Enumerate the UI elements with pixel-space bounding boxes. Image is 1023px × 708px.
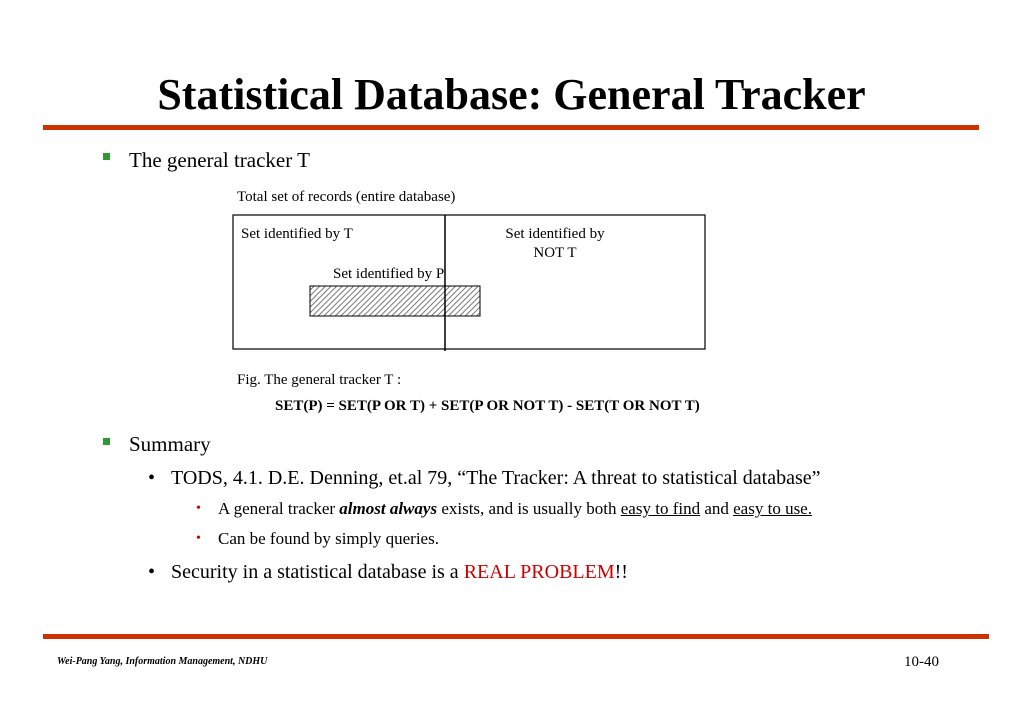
subsub1-text-a: A general tracker [218,499,340,518]
page-number: 10-40 [904,654,939,670]
diagram-total-label: Total set of records (entire database) [237,189,456,205]
label-set-p: Set identified by P [333,266,445,282]
sub-bullet-tods: TODS, 4.1. D.E. Denning, et.al 79, “The Tracker: A threat to statistical database” [171,467,821,489]
tracker-formula: SET(P) = SET(P OR T) + SET(P OR NOT T) - SET(T OR NOT T) [275,398,700,414]
footer-author: Wei-Pang Yang, Information Management, NDHU [57,656,268,667]
subsub-bullet-general-tracker [218,498,812,520]
sub2-text-b: !! [614,561,628,583]
subsub1-easy-to-find: easy to find [620,499,701,518]
subsub1-text-b: exists, and is usually both [437,499,621,518]
label-set-not-t [480,225,630,263]
bullet-general-tracker: The general tracker T [129,148,310,172]
small-bullet-icon: • [196,531,201,546]
label-set-not-t-line1: Set identified by [505,226,605,242]
label-set-not-t-line2: NOT T [533,245,577,261]
subsub1-text-c: and [700,499,734,518]
round-bullet-icon: • [148,467,156,489]
sub-bullet-security [171,560,628,584]
subsub-bullet-queries: Can be found by simply queries. [218,529,439,548]
set-p-hatched-box [310,286,480,316]
figure-caption: Fig. The general tracker T : [237,372,402,388]
label-set-t: Set identified by T [241,226,353,242]
subsub1-emphasis: almost always [339,499,438,518]
slide-title: Statistical Database: General Tracker [157,70,866,119]
footer-rule [43,634,989,639]
sub2-text-a: Security in a statistical database is a [171,561,464,583]
square-bullet-icon [103,438,110,445]
bullet-summary: Summary [129,432,211,456]
sub2-real-problem: REAL PROBLEM [463,561,615,583]
small-bullet-icon: • [196,501,201,516]
subsub1-easy-to-use: easy to use. [733,499,812,518]
round-bullet-icon: • [148,561,156,583]
